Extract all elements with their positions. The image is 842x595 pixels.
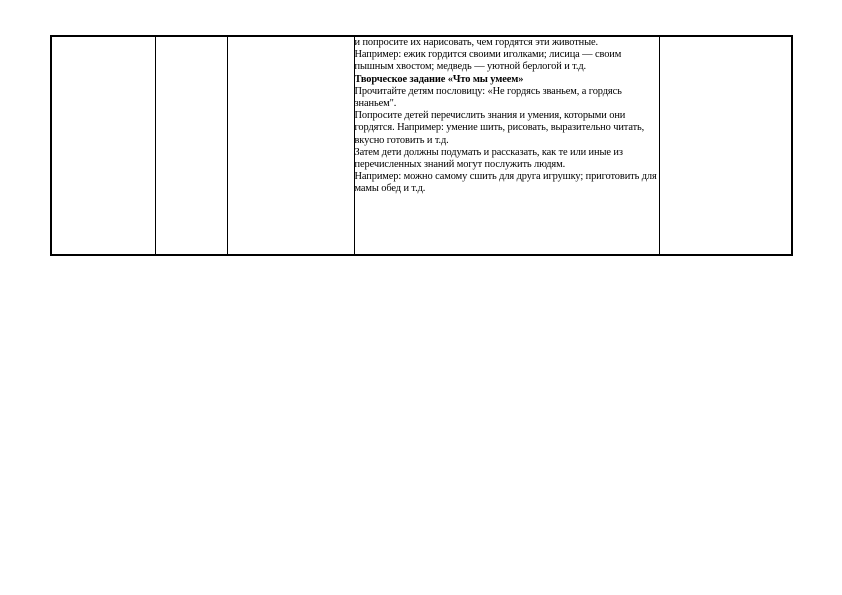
lesson-plan-table — [50, 35, 793, 256]
table-row — [51, 36, 792, 255]
content-paragraph: Прочитайте детям пословицу: «Не гордясь званьем, а гордясь знаньем". — [354, 85, 622, 110]
creative-task-heading: Творческое задание «Что мы умеем» — [354, 73, 524, 85]
table-cell-col5 — [659, 36, 792, 255]
table-cell-col1 — [51, 36, 155, 255]
content-paragraph: Например: можно самому сшить для друга игрушку; приготовить для мамы обед и т.д. — [354, 171, 657, 195]
content-paragraph: Попросите детей перечислить знания и умения, которыми они гордятся. Например: умение шить, рисовать, выразительно читать, вкусно готовить и т.д. — [354, 110, 645, 146]
content-paragraph: Затем дети должны подумать и рассказать, как те или иные из перечисленных знаний могут послужить людям. — [354, 146, 623, 171]
table-cell-content — [354, 36, 659, 255]
table-cell-col3 — [227, 36, 354, 255]
content-paragraph: Например: ежик гордится своими иголками; лисица — своим пышным хвостом; медведь — уютной берлогой и т.д. — [354, 49, 622, 73]
table-cell-col2 — [155, 36, 227, 255]
content-paragraph: и попросите их нарисовать, чем гордятся эти животные. — [354, 37, 598, 48]
